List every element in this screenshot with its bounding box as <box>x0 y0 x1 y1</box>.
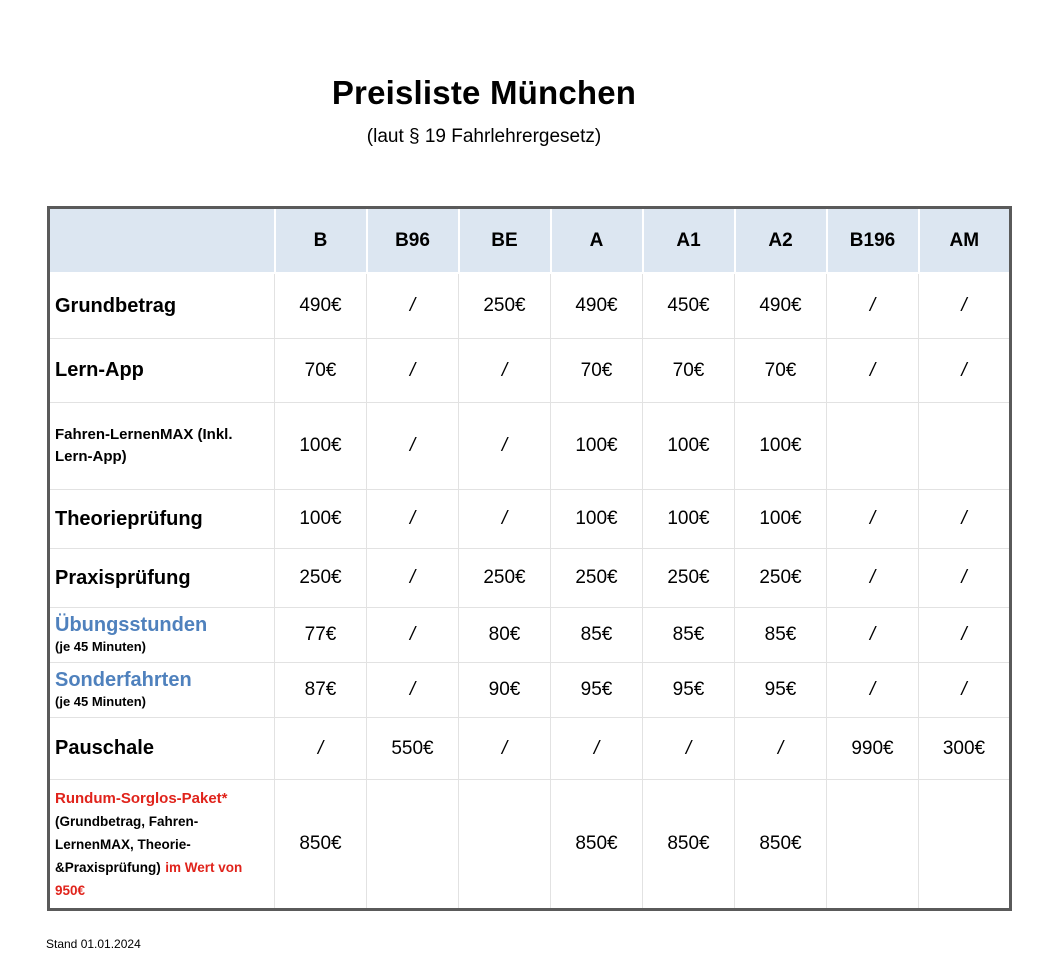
row-label: Theorieprüfung <box>55 507 203 530</box>
row-label-cell <box>49 339 275 403</box>
row-label-cell <box>49 403 275 490</box>
price-cell: 550€ <box>367 718 459 780</box>
price-cell: / <box>459 490 551 549</box>
price-cell <box>919 403 1011 490</box>
row-label: Fahren-LernenMAX (Inkl. Lern-App) <box>55 426 233 465</box>
column-header: AM <box>919 208 1011 274</box>
page-title: Preisliste München <box>331 74 637 111</box>
row-label: Grundbetrag <box>55 294 177 317</box>
price-cell: 250€ <box>643 549 735 608</box>
page-subtitle: (laut § 19 Fahrlehrergesetz) <box>366 126 602 147</box>
price-cell: / <box>919 339 1011 403</box>
price-cell: 70€ <box>735 339 827 403</box>
row-note: (je 45 Minuten) <box>55 694 147 709</box>
price-cell: 100€ <box>735 403 827 490</box>
price-cell <box>459 780 551 910</box>
price-cell: 250€ <box>459 549 551 608</box>
row-label-cell <box>49 549 275 608</box>
price-cell: / <box>827 608 919 663</box>
price-cell: 850€ <box>551 780 643 910</box>
package-value-note: im Wert von 950€ <box>55 859 243 898</box>
package-title: Rundum-Sorglos-Paket* <box>55 789 228 807</box>
price-cell: 490€ <box>735 273 827 339</box>
price-cell: / <box>827 273 919 339</box>
column-header: B196 <box>827 208 919 274</box>
price-cell: 250€ <box>275 549 367 608</box>
price-cell: / <box>919 490 1011 549</box>
price-cell: / <box>827 339 919 403</box>
price-cell: 90€ <box>459 663 551 718</box>
row-label-cell <box>49 273 275 339</box>
column-header: A1 <box>643 208 735 274</box>
column-header: A2 <box>735 208 827 274</box>
row-label-cell <box>49 780 275 910</box>
price-cell: 80€ <box>459 608 551 663</box>
column-header: B96 <box>367 208 459 274</box>
price-cell: / <box>919 273 1011 339</box>
price-cell: / <box>367 273 459 339</box>
price-cell <box>919 780 1011 910</box>
price-cell: 490€ <box>275 273 367 339</box>
price-cell: 850€ <box>735 780 827 910</box>
price-cell: 300€ <box>919 718 1011 780</box>
table-row <box>49 403 1011 490</box>
price-cell <box>367 780 459 910</box>
header-corner-cell <box>49 208 275 274</box>
price-cell: 95€ <box>643 663 735 718</box>
column-header: BE <box>459 208 551 274</box>
row-label: Praxisprüfung <box>55 566 191 589</box>
price-cell: 100€ <box>643 403 735 490</box>
row-label-cell <box>49 718 275 780</box>
row-label: Pauschale <box>55 737 154 759</box>
table-row <box>49 490 1011 549</box>
price-cell <box>827 780 919 910</box>
price-cell: 85€ <box>643 608 735 663</box>
price-cell: 100€ <box>643 490 735 549</box>
price-cell: / <box>367 608 459 663</box>
table-row <box>49 718 1011 780</box>
price-cell: / <box>643 718 735 780</box>
price-cell: / <box>459 339 551 403</box>
price-cell: / <box>367 663 459 718</box>
package-description: (Grundbetrag, Fahren-LernenMAX, Theorie-&Praxisprüfung) <box>55 813 199 875</box>
row-label-cell <box>49 663 275 718</box>
price-cell: 85€ <box>551 608 643 663</box>
price-cell: 100€ <box>275 490 367 549</box>
price-cell: / <box>919 663 1011 718</box>
row-label-cell <box>49 608 275 663</box>
row-label: Übungsstunden <box>55 614 208 636</box>
price-table <box>47 206 1012 911</box>
price-cell: 100€ <box>735 490 827 549</box>
price-cell: 77€ <box>275 608 367 663</box>
price-cell: / <box>367 403 459 490</box>
price-cell: 100€ <box>551 403 643 490</box>
column-header: B <box>275 208 367 274</box>
table-row <box>49 549 1011 608</box>
price-cell: / <box>367 490 459 549</box>
price-cell: 250€ <box>551 549 643 608</box>
price-cell: 250€ <box>735 549 827 608</box>
column-header: A <box>551 208 643 274</box>
price-cell: 990€ <box>827 718 919 780</box>
price-cell: / <box>827 490 919 549</box>
price-cell: 87€ <box>275 663 367 718</box>
price-cell: / <box>827 663 919 718</box>
price-cell: 95€ <box>551 663 643 718</box>
row-note: (je 45 Minuten) <box>55 639 147 654</box>
price-cell: / <box>459 403 551 490</box>
price-cell: 850€ <box>275 780 367 910</box>
price-cell: 450€ <box>643 273 735 339</box>
price-cell: 70€ <box>551 339 643 403</box>
table-row <box>49 273 1011 339</box>
price-cell: / <box>275 718 367 780</box>
price-cell: / <box>919 608 1011 663</box>
price-cell: / <box>367 549 459 608</box>
price-cell: 250€ <box>459 273 551 339</box>
price-cell: / <box>551 718 643 780</box>
price-cell: / <box>367 339 459 403</box>
price-cell <box>827 403 919 490</box>
footer-date: Stand 01.01.2024 <box>46 937 141 951</box>
table-row <box>49 339 1011 403</box>
price-cell: 85€ <box>735 608 827 663</box>
table-row <box>49 663 1011 718</box>
table-row <box>49 608 1011 663</box>
price-cell: / <box>827 549 919 608</box>
price-cell: 850€ <box>643 780 735 910</box>
price-cell: 70€ <box>643 339 735 403</box>
price-cell: / <box>735 718 827 780</box>
price-cell: / <box>919 549 1011 608</box>
table-row <box>49 780 1011 910</box>
price-cell: 70€ <box>275 339 367 403</box>
row-label: Lern-App <box>55 359 144 381</box>
row-label-cell <box>49 490 275 549</box>
price-cell: / <box>459 718 551 780</box>
price-cell: 100€ <box>551 490 643 549</box>
price-cell: 95€ <box>735 663 827 718</box>
header-row <box>49 208 1011 274</box>
price-cell: 490€ <box>551 273 643 339</box>
price-cell: 100€ <box>275 403 367 490</box>
row-label: Sonderfahrten <box>55 669 192 691</box>
